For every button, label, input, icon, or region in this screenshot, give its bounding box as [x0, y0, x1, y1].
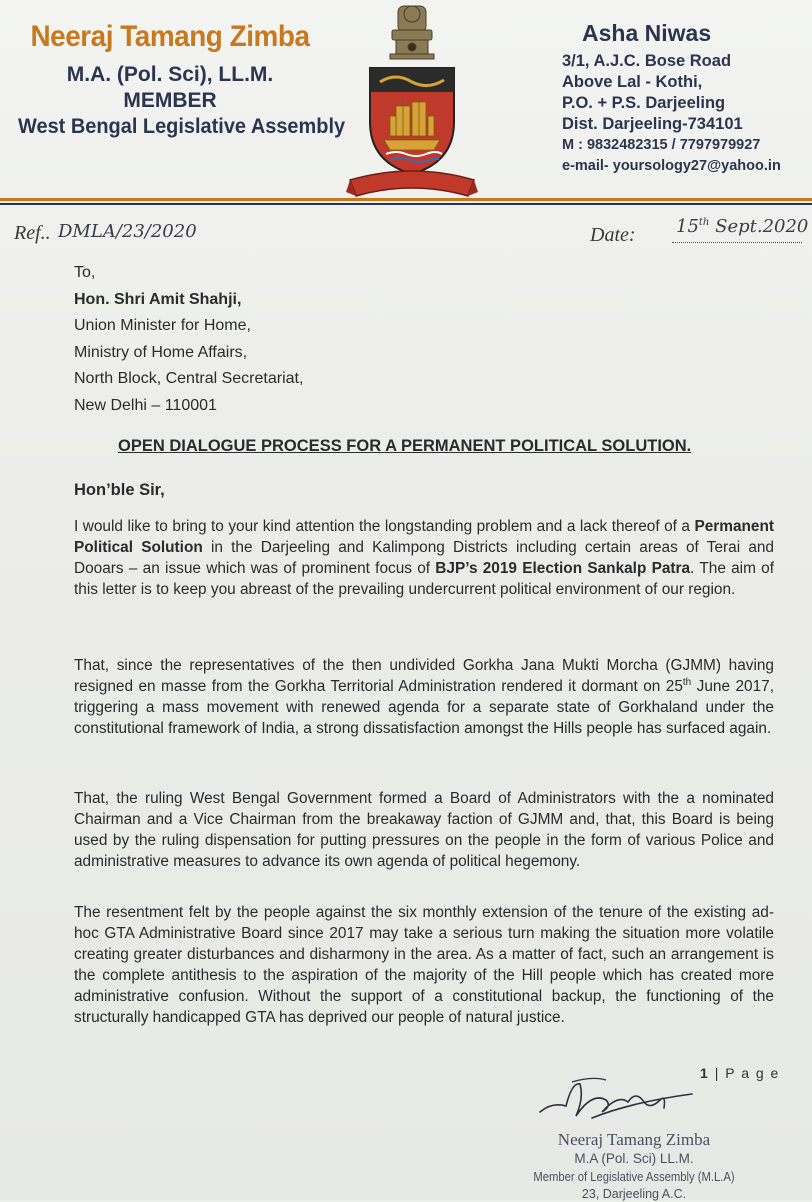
text-run: . The aim of this letter is to keep you abreast of the prevailing undercurrent political environment of our region.	[74, 560, 774, 598]
ref-number: DMLA/23/2020	[58, 221, 197, 242]
addressee-block	[74, 260, 303, 419]
date-suffix: th	[698, 217, 710, 228]
date-dotted-line	[672, 242, 802, 244]
body-paragraph-3: That, the ruling West Bengal Government formed a Board of Administrators with the a nominated Chairman and a Vice Chairman from the breakaway faction of GJMM and, that, this Board is being used by the ruling dispensation for putting pressures on the people in the form of various Police and administrative measures to advance its own agenda of political hegemony.	[74, 790, 774, 870]
sender-qualification: M.A. (Pol. Sci), LL.M.	[66, 63, 274, 86]
signatory-name: Neeraj Tamang Zimba	[557, 1130, 711, 1149]
signatory-constituency: 23, Darjeeling A.C.	[581, 1187, 687, 1201]
letterhead-divider-orange	[0, 198, 812, 201]
signatory-role: Member of Legislative Assembly (M.L.A)	[533, 1170, 735, 1184]
letterhead-sender	[10, 20, 346, 140]
handwritten-signature-icon	[532, 1072, 702, 1132]
date-value	[676, 216, 808, 237]
superscript: th	[682, 676, 692, 688]
address-line: 3/1, A.J.C. Bose Road	[562, 52, 732, 70]
bold-run: BJP’s 2019 Election Sankalp Patra	[435, 560, 691, 577]
page-number	[700, 1065, 780, 1081]
ref-label: Ref..	[14, 222, 51, 244]
address-line: Above Lal - Kothi,	[562, 73, 703, 91]
addressee-line: Ministry of Home Affairs,	[74, 343, 248, 361]
signature-block	[520, 1130, 748, 1202]
text-run: I would like to bring to your kind attention the longstanding problem and a lack thereof of a	[74, 518, 695, 535]
date-day: 15	[676, 216, 699, 237]
date-month-year: Sept.2020	[715, 216, 809, 237]
sender-body: West Bengal Legislative Assembly	[18, 115, 346, 138]
page-number-label: | P a g e	[714, 1065, 780, 1081]
coat-of-arms-emblem-icon	[346, 2, 478, 200]
sender-name: Neeraj Tamang Zimba	[30, 20, 310, 53]
salutation: Hon’ble Sir,	[74, 481, 165, 499]
letterhead-divider-navy	[0, 203, 812, 205]
page-number-value: 1	[700, 1065, 710, 1081]
letterhead-address	[562, 20, 802, 177]
addressee-line: North Block, Central Secretariat,	[74, 370, 304, 387]
signatory-qualification: M.A (Pol. Sci) LL.M.	[574, 1151, 694, 1166]
address-line: P.O. + P.S. Darjeeling	[562, 94, 726, 112]
bold-run: Permanent Political Solution	[74, 518, 774, 556]
address-line: Dist. Darjeeling-734101	[562, 115, 743, 133]
addressee-line: New Delhi – 110001	[74, 396, 217, 414]
letter-subject: OPEN DIALOGUE PROCESS FOR A PERMANENT POLITICAL SOLUTION.	[118, 437, 692, 455]
house-name: Asha Niwas	[582, 20, 712, 46]
sender-position: MEMBER	[123, 89, 217, 112]
body-paragraph-1	[74, 516, 774, 600]
email-address: e-mail- yoursology27@yahoo.in	[562, 158, 781, 174]
body-paragraph-2	[74, 655, 774, 739]
text-run: That, since the representatives of the then undivided Gorkha Jana Mukti Morcha (GJMM) having resigned en masse from the Gorkha Territorial Administration rendered it dormant on 25	[74, 657, 774, 695]
addressee-name: Hon. Shri Amit Shahji,	[74, 290, 242, 308]
text-run: June 2017, triggering a mass movement with renewed agenda for a separate state of Gorkhaland under the constitutional framework of India, a strong dissatisfaction amongst the Hills people has surfaced again.	[74, 678, 774, 737]
addressee-to: To,	[74, 264, 96, 281]
text-run: in the Darjeeling and Kalimpong Districts including certain areas of Terai and Dooars – an issue which was of prominent focus of	[74, 539, 774, 577]
body-paragraph-4: The resentment felt by the people against the six monthly extension of the tenure of the existing ad-hoc GTA Administrative Board since 2017 may take a serious turn making the situation more volatile creating greater disturbances and disharmony in the area. As a matter of fact, such an arrangement is the complete antithesis to the aspiration of the majority of the Hill people which has created more administrative confusion. Without the support of a constitutional backup, the functioning of the structurally handicapped GTA has deprived our people of natural justice.	[74, 904, 774, 1026]
date-label: Date:	[590, 224, 636, 246]
addressee-line: Union Minister for Home,	[74, 317, 251, 334]
mobile-numbers: M : 9832482315 / 7797979927	[562, 137, 761, 153]
